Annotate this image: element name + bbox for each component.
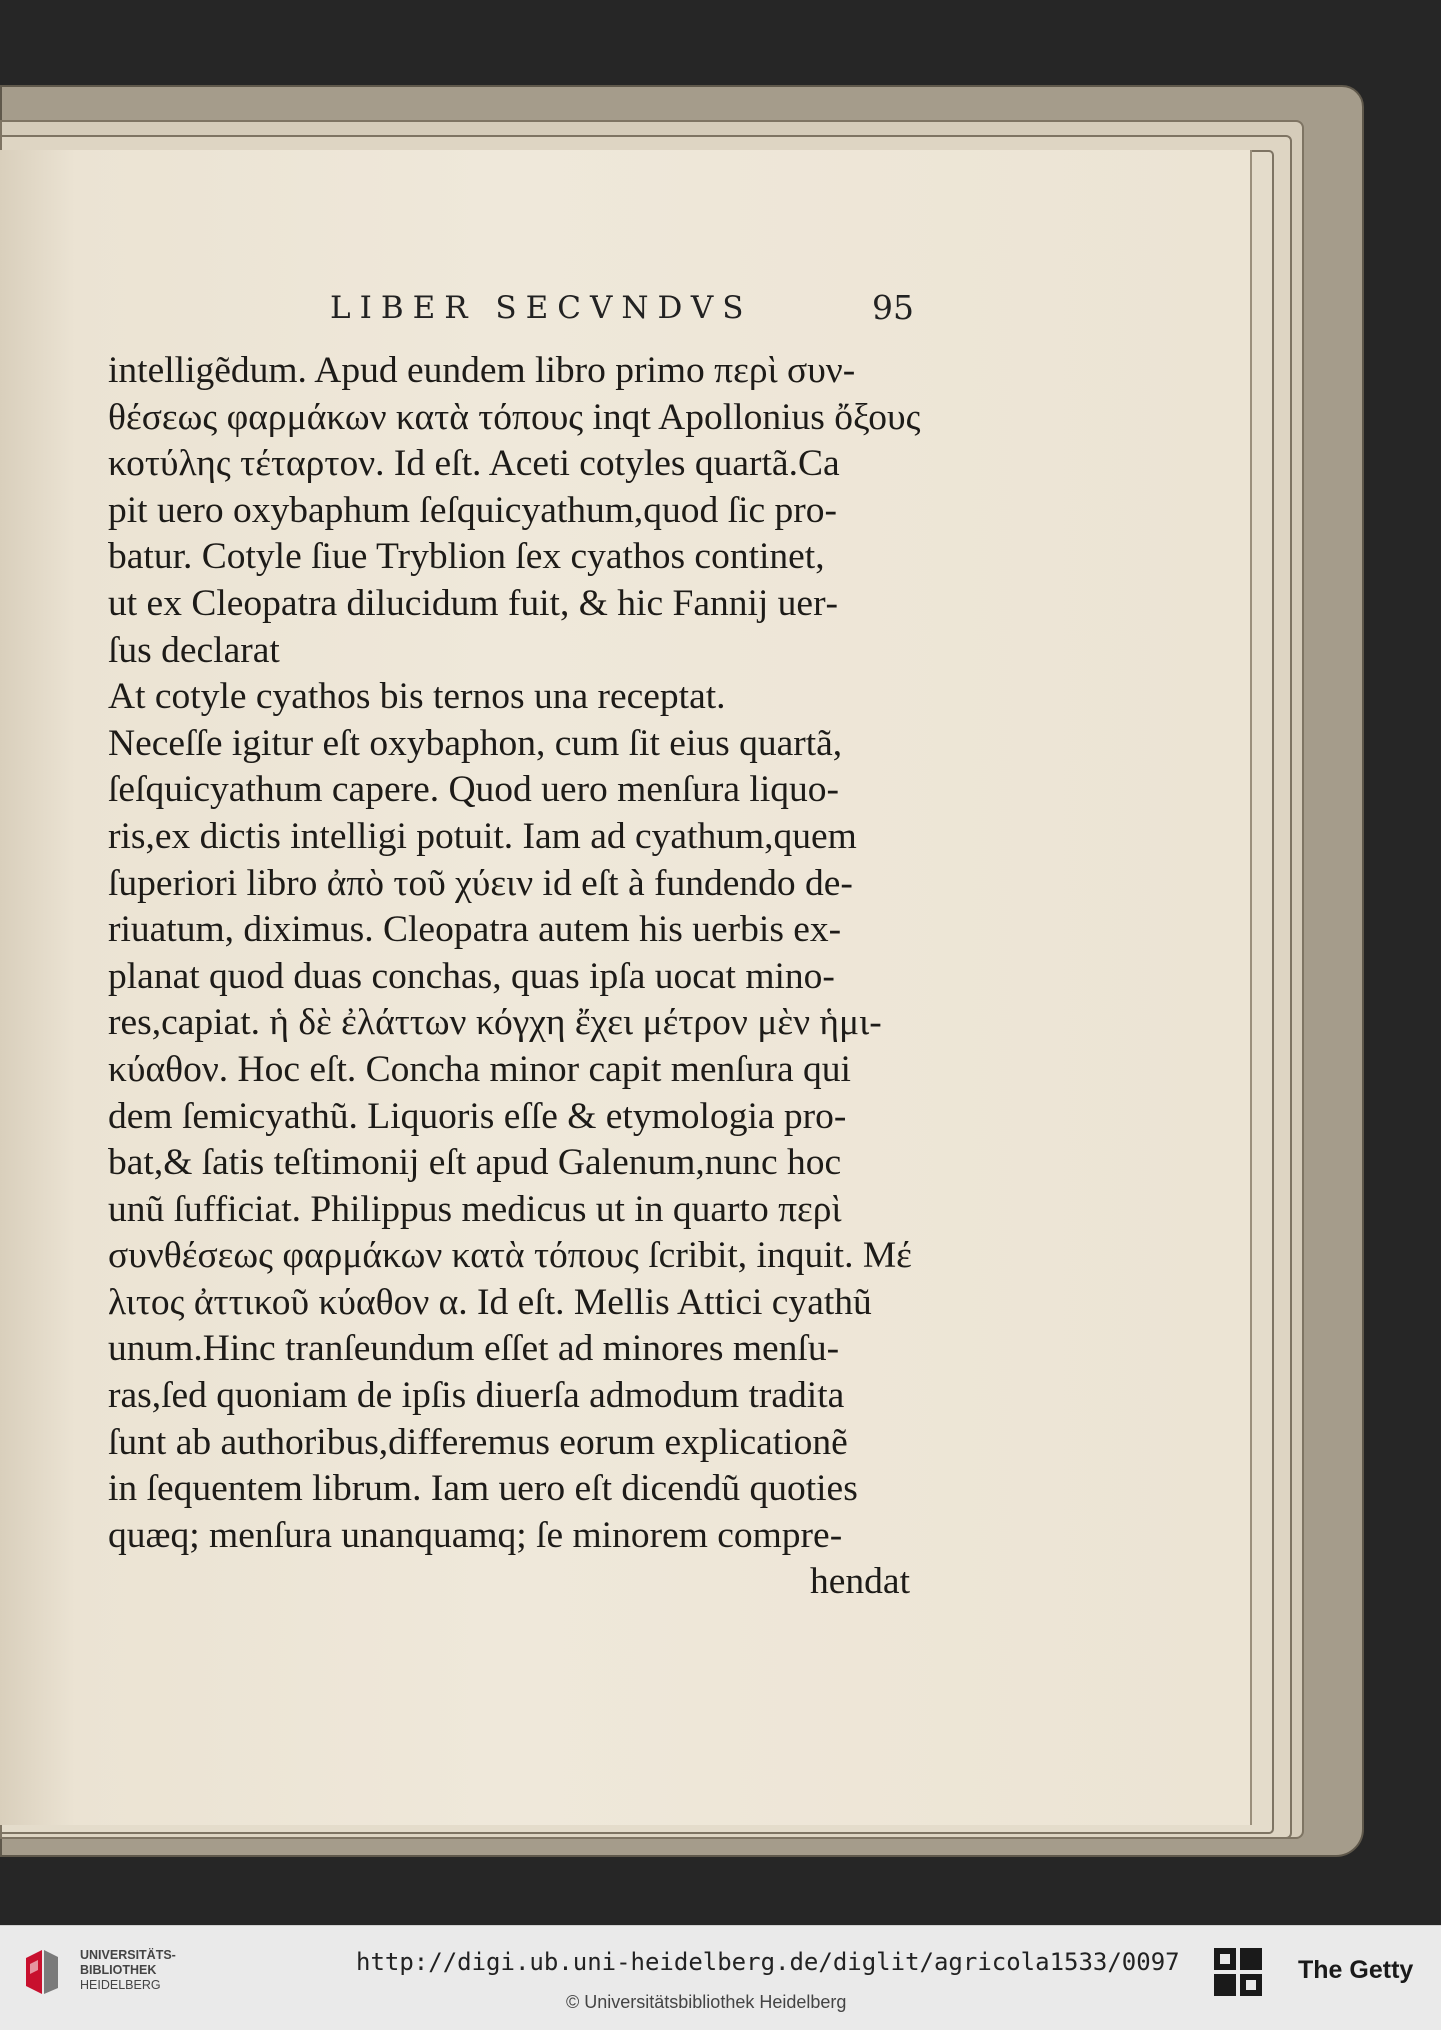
- copyright-notice: © Universitätsbibliothek Heidelberg: [566, 1992, 847, 2012]
- page-number: 95: [872, 288, 914, 327]
- text-line: At cotyle cyathos bis ternos una receptat.: [108, 676, 726, 718]
- library-name: [80, 1948, 176, 1993]
- library-name-line: HEIDELBERG: [80, 1978, 161, 1992]
- text-line: in ſequentem librum. Iam uero eſt dicendũ quoties: [108, 1468, 858, 1510]
- text-line: unum.Hinc tranſeundum eſſet ad minores menſu‐: [108, 1328, 840, 1370]
- text-line: res,capiat. ἡ δὲ ἐλάττων κόγχη ἔχει μέτρον μὲν ἡμι‐: [108, 1002, 882, 1044]
- text-line: riuatum, diximus. Cleopatra autem his uerbis ex‐: [108, 909, 842, 951]
- text-line: unũ ſufficiat. Philippus medicus ut in quarto περὶ: [108, 1188, 842, 1230]
- text-line: ſeſquicyathum capere. Quod uero menſura liquo‐: [108, 769, 839, 811]
- running-head: LIBER SECVNDVS: [330, 290, 753, 326]
- catchword: hendat: [810, 1561, 910, 1603]
- page-body-text: [108, 348, 928, 1606]
- text-line: θέσεως φαρμάκων κατὰ τόπους inqt Apollonius ὄξους: [108, 396, 921, 438]
- library-name-line: BIBLIOTHEK: [80, 1963, 157, 1977]
- text-line: intelligẽdum. Apud eundem libro primo περὶ συν‐: [108, 350, 856, 391]
- library-name-line: UNIVERSITÄTS-: [80, 1948, 176, 1962]
- text-line: quæq; menſura unanquamq; ſe minorem compre‐: [108, 1514, 843, 1556]
- text-line: batur. Cotyle ſiue Tryblion ſex cyathos continet,: [108, 536, 825, 578]
- text-line: ſuperiori libro ἀπὸ τοῦ χύειν id eſt à fundendo de‐: [108, 862, 853, 904]
- text-line: ſunt ab authoribus,differemus eorum explicationẽ: [108, 1421, 848, 1463]
- university-library-logo-icon: [22, 1948, 60, 1996]
- text-line: pit uero oxybaphum ſeſquicyathum,quod ſic pro‐: [108, 489, 838, 531]
- text-line: planat quod duas conchas, quas ipſa uocat mino‐: [108, 955, 835, 997]
- text-line: ut ex Cleopatra dilucidum fuit, & hic Fannij uer‐: [108, 582, 839, 624]
- permalink-url[interactable]: http://digi.ub.uni-heidelberg.de/diglit/agricola1533/0097: [356, 1948, 1180, 1976]
- text-line: κοτύλης τέταρτον. Id eſt. Aceti cotyles quartã.Ca: [108, 443, 840, 485]
- text-line: ras,ſed quoniam de ipſis diuerſa admodum tradita: [108, 1375, 845, 1417]
- text-line: Neceſſe igitur eſt oxybaphon, cum ſit eius quartã,: [108, 722, 843, 764]
- text-line: ſus declarat: [108, 629, 280, 671]
- text-line: συνθέσεως φαρμάκων κατὰ τόπους ſcribit, inquit. Μέ: [108, 1235, 912, 1277]
- text-line: bat,& ſatis teſtimonij eſt apud Galenum,nunc hoc: [108, 1142, 842, 1184]
- text-line: κύαθον. Hoc eſt. Concha minor capit menſura qui: [108, 1048, 851, 1090]
- getty-logo-icon: [1212, 1946, 1264, 2002]
- text-line: ris,ex dictis intelligi potuit. Iam ad cyathum,quem: [108, 815, 857, 857]
- text-line: dem ſemicyathũ. Liquoris eſſe & etymologia pro‐: [108, 1095, 847, 1137]
- getty-label: The Getty: [1298, 1956, 1414, 1984]
- text-line: λιτος ἀττικοῦ κύαθον α. Id eſt. Mellis Attici cyathũ: [108, 1281, 872, 1323]
- footer-bar: [0, 1925, 1441, 2030]
